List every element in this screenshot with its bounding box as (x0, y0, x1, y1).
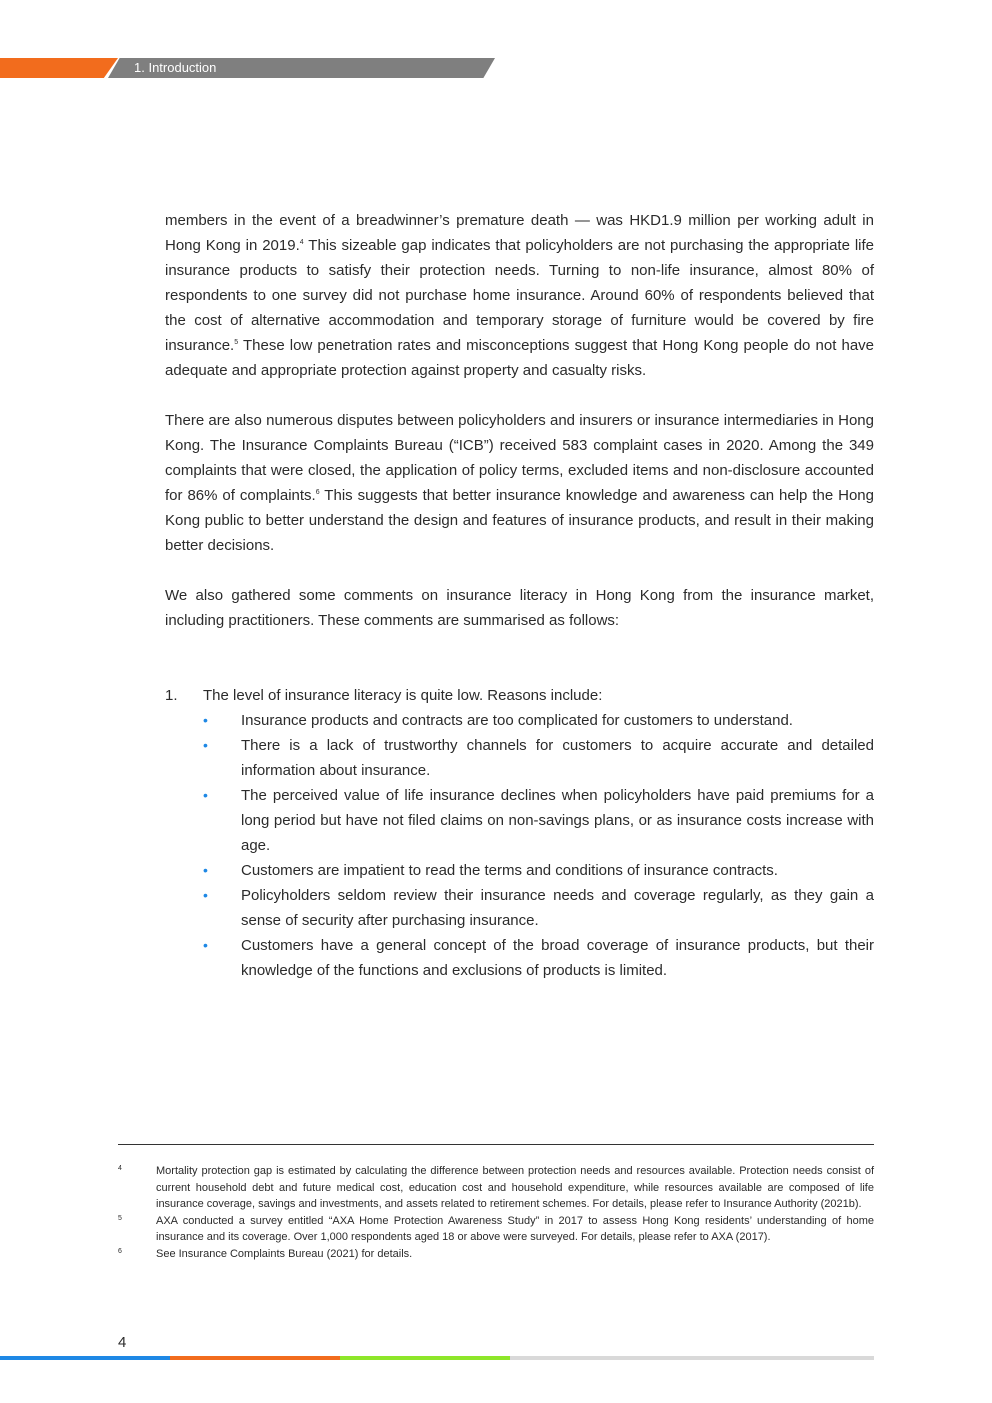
list-lead: The level of insurance literacy is quite low. Reasons include: (203, 687, 603, 704)
footnote-number: 5 (118, 1214, 122, 1222)
bullet-item: • Customers have a general concept of the broad coverage of insurance products, but their knowledge of the functions and exclusions of products is limited. (203, 933, 874, 983)
bullet-item: • The perceived value of life insurance declines when policyholders have paid premiums for a long period but have not filed claims on non-savings plans, or as insurance costs increase with age. (203, 783, 874, 858)
footer-bar-blue (0, 1356, 170, 1360)
header-orange-tab (0, 58, 118, 78)
numbered-list (165, 683, 874, 983)
list-item (165, 683, 874, 708)
footer-bar-green (340, 1356, 510, 1360)
footnote-number: 4 (118, 1165, 122, 1172)
paragraph-2: There are also numerous disputes between policyholders and insurers or insurance intermediaries in Hong Kong. The Insurance Complaints Bureau (“ICB”) received 583 complaint cases in 2020. Among the 349 complaints that were closed, the application of policy terms, excluded items and non-disclosure accounted for 86% of complaints.$^6$ This suggests that better insurance knowledge and awareness can help the Hong Kong public to better understand the design and features of insurance products, and result in their making better decisions. (165, 412, 874, 554)
footnote-5 (118, 1213, 874, 1246)
footnote-ref-6[interactable]: 6 (315, 489, 320, 496)
bullet-icon: • (203, 787, 208, 803)
bullet-item: • Insurance products and contracts are too complicated for customers to understand. (203, 708, 874, 733)
footer-bar-grey (510, 1356, 874, 1360)
bullet-list (165, 708, 874, 983)
footnote-6 (118, 1246, 874, 1263)
footer-bar-orange (170, 1356, 340, 1360)
bullet-icon: • (203, 937, 208, 953)
footnote-text: See Insurance Complaints Bureau (2021) for details. (156, 1247, 413, 1260)
list-number: 1. (165, 687, 178, 704)
footnote-4 (118, 1163, 874, 1213)
bullet-icon: • (203, 862, 208, 878)
paragraph-3: We also gathered some comments on insurance literacy in Hong Kong from the insurance market, including practitioners. These comments are summarised as follows: (165, 587, 874, 629)
footnote-ref-5[interactable]: 5 (234, 339, 239, 346)
footnote-number: 6 (118, 1247, 122, 1255)
bullet-icon: • (203, 712, 208, 728)
footnotes (118, 1163, 874, 1262)
bullet-icon: • (203, 887, 208, 903)
footnote-text: AXA conducted a survey entitled “AXA Home Protection Awareness Study” in 2017 to assess Hong Kong residents’ understanding of home insurance and its coverage. Over 1,000 respondents aged 18 or above were surveyed. For details, please refer to AXA (2017). (156, 1214, 874, 1243)
body-text (165, 208, 874, 658)
bullet-item: • There is a lack of trustworthy channels for customers to acquire accurate and detailed information about insurance. (203, 733, 874, 783)
footnote-divider (118, 1144, 874, 1145)
footnote-text: Mortality protection gap is estimated by calculating the difference between protection needs and resources available. Protection needs consist of current household debt and future medical cost, education cost and household expenditure, while resources available are composed of life insurance coverage, savings and investments, and assets related to retirement schemes. For details, please refer to Insurance Authority (2021b). (156, 1165, 874, 1210)
footnote-ref-4[interactable]: 4 (299, 239, 304, 246)
section-title: 1. Introduction (134, 60, 217, 75)
bullet-item: • Customers are impatient to read the terms and conditions of insurance contracts. (203, 858, 874, 883)
bullet-icon: • (203, 737, 208, 753)
bullet-item: • Policyholders seldom review their insurance needs and coverage regularly, as they gain a sense of security after purchasing insurance. (203, 883, 874, 933)
page-number: 4 (118, 1334, 127, 1351)
paragraph-1: members in the event of a breadwinner’s premature death — was HKD1.9 million per working adult in Hong Kong in 2019.$^4$ This sizeable gap indicates that policyholders are not purchasing the appropriate life insurance products to satisfy their protection needs. Turning to non-life insurance, almost 80% of respondents to one survey did not purchase home insurance. Around 60% of respondents believed that the cost of alternative accommodation and temporary storage of furniture would be covered by fire insurance.$^5$ These low penetration rates and misconceptions suggest that Hong Kong people do not have adequate and appropriate protection against property and casualty risks. (165, 212, 875, 379)
